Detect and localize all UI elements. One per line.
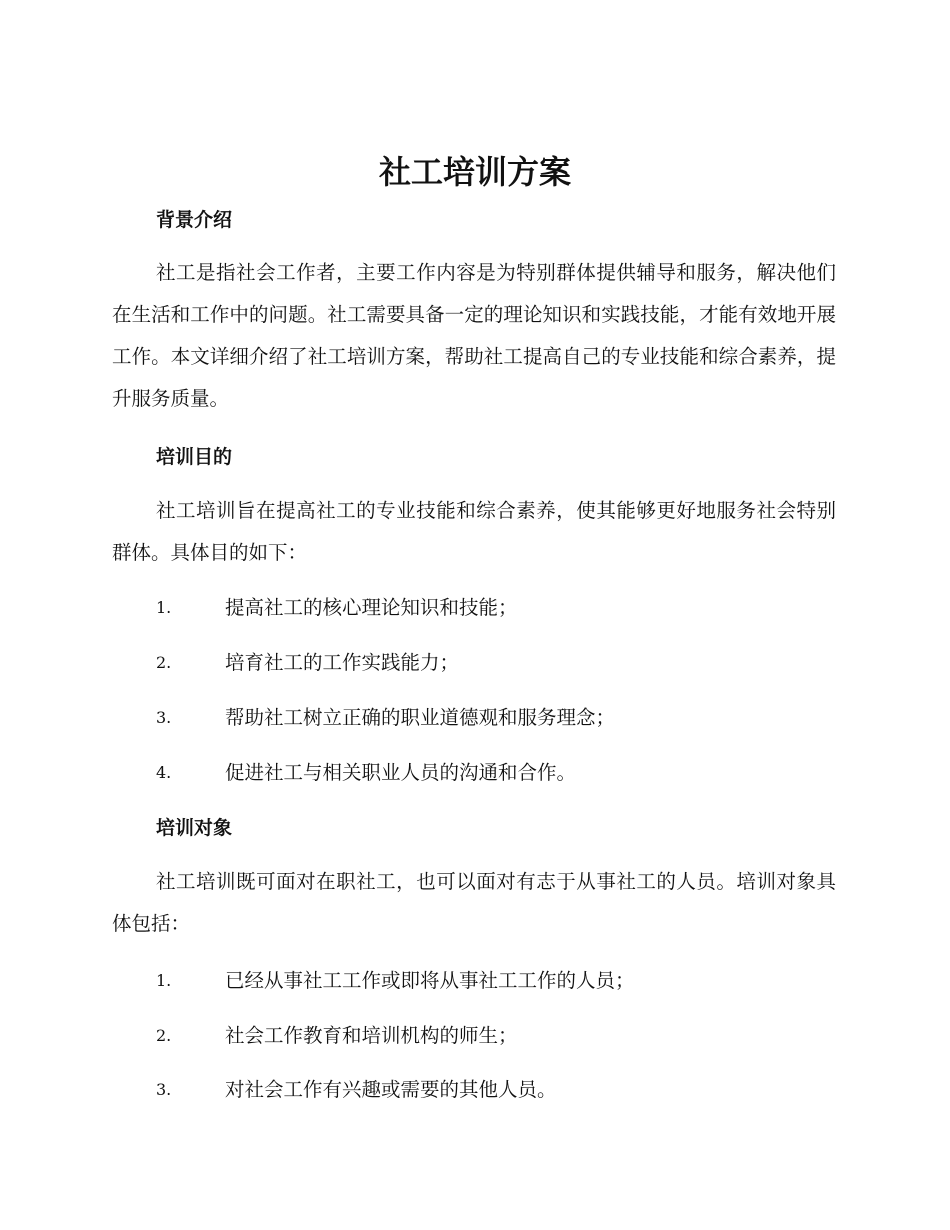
section-heading-purpose: 培训目的 — [156, 446, 233, 468]
list-item — [156, 1075, 836, 1105]
list-item-text: 社会工作教育和培训机构的师生； — [225, 1024, 518, 1047]
list-item-text: 帮助社工树立正确的职业道德观和服务理念； — [225, 706, 616, 729]
list-item — [156, 703, 836, 733]
list-item — [156, 593, 836, 623]
list-item — [156, 1021, 836, 1051]
list-item-number: 2. — [156, 653, 172, 672]
list-item-text: 提高社工的核心理论知识和技能； — [225, 596, 518, 619]
section-heading-audience: 培训对象 — [156, 817, 233, 839]
list-item-number: 4. — [156, 763, 172, 782]
list-item-text: 已经从事社工工作或即将从事社工工作的人员； — [225, 969, 635, 992]
section-paragraph-background: 社工是指社会工作者，主要工作内容是为特别群体提供辅导和服务，解决他们在生活和工作中的问题。社工需要具备一定的理论知识和实践技能，才能有效地开展工作。本文详细介绍了社工培训方案，帮助社工提高自己的专业技能和综合素养，提升服务质量。 — [112, 261, 836, 410]
list-item-text: 促进社工与相关职业人员的沟通和合作。 — [225, 761, 577, 784]
list-item-number: 2. — [156, 1026, 172, 1045]
list-item-number: 3. — [156, 708, 172, 727]
section-heading-background: 背景介绍 — [156, 209, 233, 231]
list-item-number: 1. — [156, 971, 172, 990]
list-item-number: 1. — [156, 598, 172, 617]
document-title: 社工培训方案 — [378, 153, 571, 191]
list-item — [156, 758, 836, 788]
list-item-text: 对社会工作有兴趣或需要的其他人员。 — [225, 1078, 557, 1101]
list-item-text: 培育社工的工作实践能力； — [225, 651, 460, 674]
list-item — [156, 966, 836, 996]
section-paragraph-purpose: 社工培训旨在提高社工的专业技能和综合素养，使其能够更好地服务社会特别群体。具体目的如下： — [112, 499, 836, 564]
list-item-number: 3. — [156, 1080, 172, 1099]
section-paragraph-audience: 社工培训既可面对在职社工，也可以面对有志于从事社工的人员。培训对象具体包括： — [112, 870, 836, 935]
list-item — [156, 648, 836, 678]
